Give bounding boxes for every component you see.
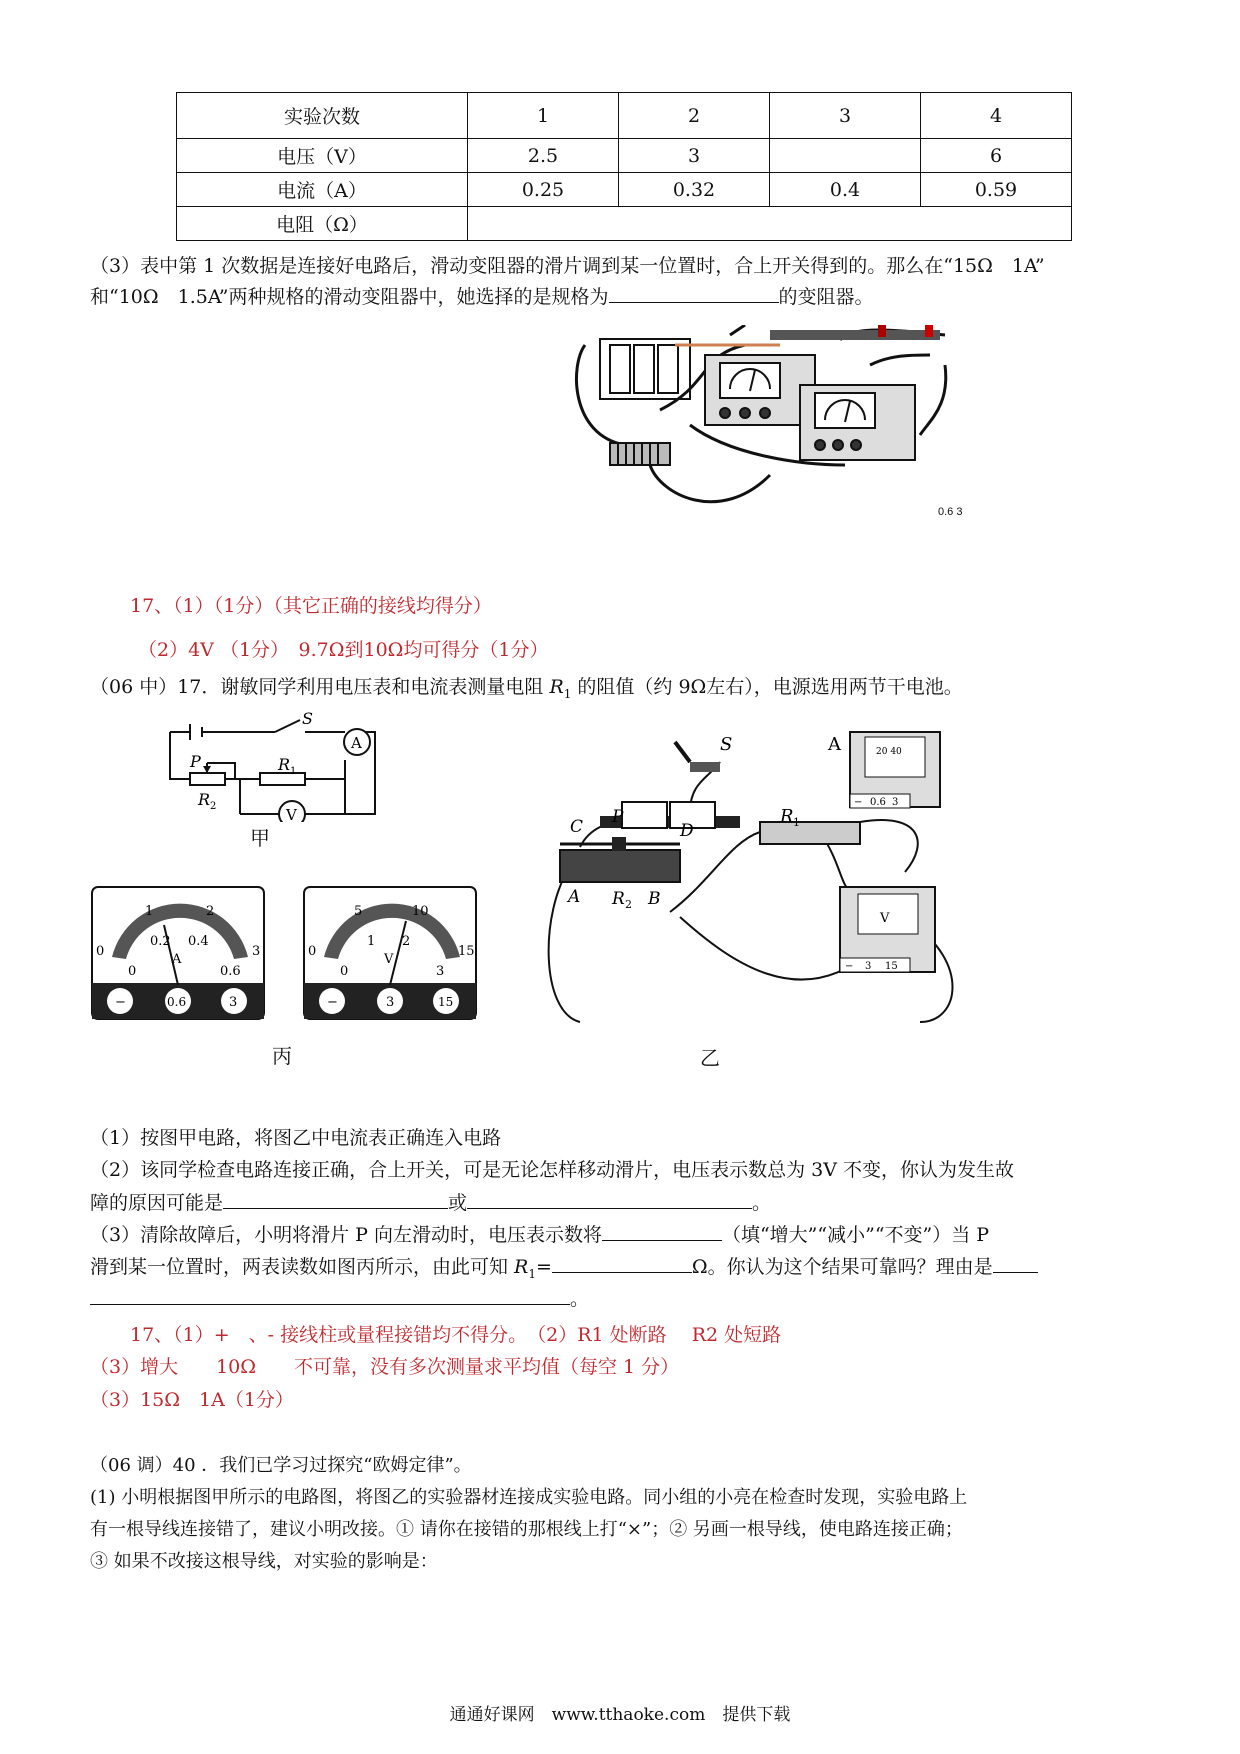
table-cell: 3 — [619, 139, 770, 173]
part2-line2 — [90, 1188, 771, 1217]
question-40-line1: （06 调）40 ．我们已学习过探究“欧姆定律”。 — [90, 1455, 472, 1476]
terminal-label: 0.6 — [870, 797, 886, 808]
variable-subscript: 1 — [528, 1266, 536, 1281]
part3-text: （填“增大”“减小”“不变”）当 P — [721, 1224, 990, 1246]
ammeter-device — [827, 732, 940, 808]
part2-text: 障的原因可能是 — [90, 1192, 224, 1214]
answer-blank — [609, 282, 779, 303]
answer-blank — [467, 1188, 752, 1209]
table-cell: 0.32 — [619, 173, 770, 207]
q3-text-line2 — [90, 282, 874, 311]
meter-readings-bing — [90, 885, 480, 1025]
question-40-line3: 有一根导线连接错了，建议小明改接。① 请你在接错的那根线上打“×”；② 另画一根导线，使电路连接正确； — [90, 1519, 963, 1540]
experiment-table — [176, 92, 1072, 241]
tick-label: 2 — [206, 904, 215, 919]
part2-or: 或 — [448, 1192, 468, 1214]
table-header-cell: 实验次数 — [177, 93, 468, 139]
q3-text: 的变阻器。 — [778, 286, 874, 308]
answer-blank — [602, 1220, 722, 1241]
table-cell: 2.5 — [468, 139, 619, 173]
terminal-label: 15 — [438, 995, 454, 1009]
answer-blank — [223, 1188, 448, 1209]
table-cell: 6 — [921, 139, 1072, 173]
part2-line1: （2）该同学检查电路连接正确，合上开关，可是无论怎样移动滑片，电压表示数总为 3V 不变，你认为发生故 — [90, 1159, 1014, 1181]
answer-17b-line1: 17、（1）+ 、- 接线柱或量程接错均不得分。 （2）R1 处断路 R2 处短路 — [130, 1324, 782, 1346]
answer-blank — [993, 1252, 1038, 1273]
scale-label: 20 40 — [876, 747, 902, 757]
table-header-cell: 4 — [921, 93, 1072, 139]
voltmeter-device — [840, 887, 935, 972]
tick-label: 1 — [367, 934, 376, 949]
terminal-label: − — [854, 797, 863, 808]
part3-text: （3）清除故障后，小明将滑片 P 向左滑动时，电压表示数将 — [90, 1224, 602, 1246]
label-v: V — [880, 911, 890, 926]
equals-sign: = — [536, 1256, 552, 1278]
part3-end: 。 — [570, 1288, 590, 1310]
terminal-label: 3 — [892, 797, 899, 808]
tick-label: 3 — [436, 964, 445, 979]
tick-label: 15 — [458, 944, 475, 959]
circuit-setup-yi — [540, 722, 960, 1042]
terminal-label: − — [327, 995, 338, 1010]
ammeter-symbol: A — [351, 734, 362, 752]
label-r2-sub: 2 — [210, 801, 217, 812]
part3-line2 — [90, 1252, 1038, 1288]
label-r1: R — [780, 806, 794, 827]
table-header-cell: 2 — [619, 93, 770, 139]
answer-17b-line3: （3）15Ω 1A（1分） — [90, 1389, 294, 1411]
question-text: 的阻值（约 9Ω左右），电源选用两节干电池。 — [571, 676, 963, 698]
question-06-17 — [90, 673, 963, 708]
variable-r: R — [514, 1256, 529, 1278]
label-r1: R — [278, 755, 291, 774]
unit-label: V — [384, 952, 394, 967]
terminal-label: 3 — [229, 995, 238, 1010]
tick-label: 0 — [96, 944, 105, 959]
ammeter-dial — [92, 887, 264, 1019]
part3-text: Ω。你认为这个结果可靠吗？理由是 — [691, 1256, 993, 1278]
tick-label: 5 — [354, 904, 363, 919]
variable-subscript: 1 — [563, 686, 572, 701]
label-s: S — [720, 734, 733, 755]
label-r1-sub: 1 — [793, 816, 800, 829]
unit-label: A — [172, 952, 182, 967]
part3-text: 滑到某一位置时，两表读数如图丙所示，由此可知 — [90, 1256, 515, 1278]
table-cell — [770, 139, 921, 173]
page-footer: 通通好课网 www.tthaoke.com 提供下载 — [449, 1705, 791, 1725]
table-header-cell: 1 — [468, 93, 619, 139]
figure-caption-yi: 乙 — [700, 1046, 720, 1070]
variable-r: R — [549, 676, 564, 698]
circuit-photo-figure — [570, 325, 990, 525]
tick-label: 3 — [252, 944, 261, 959]
terminal-label: 15 — [885, 961, 898, 972]
circuit-diagram-jia — [150, 712, 390, 822]
part1-text: （1）按图甲电路，将图乙中电流表正确连入电路 — [90, 1127, 502, 1149]
tick-label: 0 — [128, 964, 137, 979]
tick-label: 10 — [412, 904, 429, 919]
q3-text-line1: （3）表中第 1 次数据是连接好电路后，滑动变阻器的滑片调到某一位置时，合上开关得到的。那么在“15Ω 1A” — [90, 255, 1045, 277]
tick-label: 0.4 — [188, 934, 209, 949]
label-r1-sub: 1 — [290, 766, 297, 777]
answer-17a-line1: 17、（1）（1分）（其它正确的接线均得分） — [130, 595, 492, 617]
table-header-cell: 3 — [770, 93, 921, 139]
table-cell: 0.4 — [770, 173, 921, 207]
tick-label: 0 — [340, 964, 349, 979]
answer-blank — [90, 1284, 570, 1305]
part3-line1 — [90, 1220, 989, 1249]
label-r2: R — [198, 790, 211, 809]
figure-caption-bing: 丙 — [272, 1044, 292, 1068]
label-c: C — [570, 817, 584, 837]
question-text: （06 中）17．谢敏同学利用电压表和电流表测量电阻 — [90, 676, 550, 698]
terminal-label: 3 — [386, 995, 395, 1010]
label-p: P — [190, 752, 201, 771]
figure-label: 0.6 3 — [938, 506, 963, 518]
figure-caption-jia: 甲 — [250, 826, 270, 850]
terminal-label: 0.6 — [167, 995, 187, 1009]
tick-label: 2 — [402, 934, 411, 949]
answer-blank — [552, 1252, 692, 1273]
table-cell: 电流（A） — [177, 173, 468, 207]
terminal-label: − — [845, 961, 854, 972]
answer-17a-line2: （2）4V （1分） 9.7Ω到10Ω均可得分（1分） — [138, 639, 549, 661]
question-40-line2: (1) 小明根据图甲所示的电路图，将图乙的实验器材连接成实验电路。同小组的小亮在检查时发现，实验电路上 — [90, 1487, 968, 1508]
label-r2: R — [612, 889, 625, 909]
tick-label: 0 — [308, 944, 317, 959]
part2-end: 。 — [752, 1192, 772, 1214]
table-cell-empty — [468, 207, 1072, 241]
answer-17b-line2: （3）增大 10Ω 不可靠，没有多次测量求平均值（每空 1 分） — [90, 1356, 680, 1378]
voltmeter-symbol: V — [286, 806, 297, 822]
terminal-label: − — [115, 995, 126, 1010]
question-40-line4: ③ 如果不改接这根导线，对实验的影响是： — [90, 1551, 438, 1572]
label-d: D — [680, 821, 694, 841]
label-a-end: A — [568, 887, 581, 907]
tick-label: 0.2 — [150, 934, 171, 949]
voltmeter-dial — [304, 887, 476, 1019]
part3-line3 — [90, 1284, 589, 1313]
table-cell: 电阻（Ω） — [177, 207, 468, 241]
table-cell: 0.25 — [468, 173, 619, 207]
table-cell: 0.59 — [921, 173, 1072, 207]
label-b: B — [648, 889, 661, 909]
terminal-label: 3 — [865, 961, 872, 972]
label-r2-sub: 2 — [625, 898, 632, 911]
label-p: P — [612, 807, 624, 827]
label-a: A — [828, 734, 841, 755]
tick-label: 1 — [145, 904, 154, 919]
q3-text: 和“10Ω 1.5A”两种规格的滑动变阻器中，她选择的是规格为 — [90, 286, 609, 308]
tick-label: 0.6 — [220, 964, 241, 979]
label-s: S — [302, 712, 313, 728]
table-cell: 电压（V） — [177, 139, 468, 173]
